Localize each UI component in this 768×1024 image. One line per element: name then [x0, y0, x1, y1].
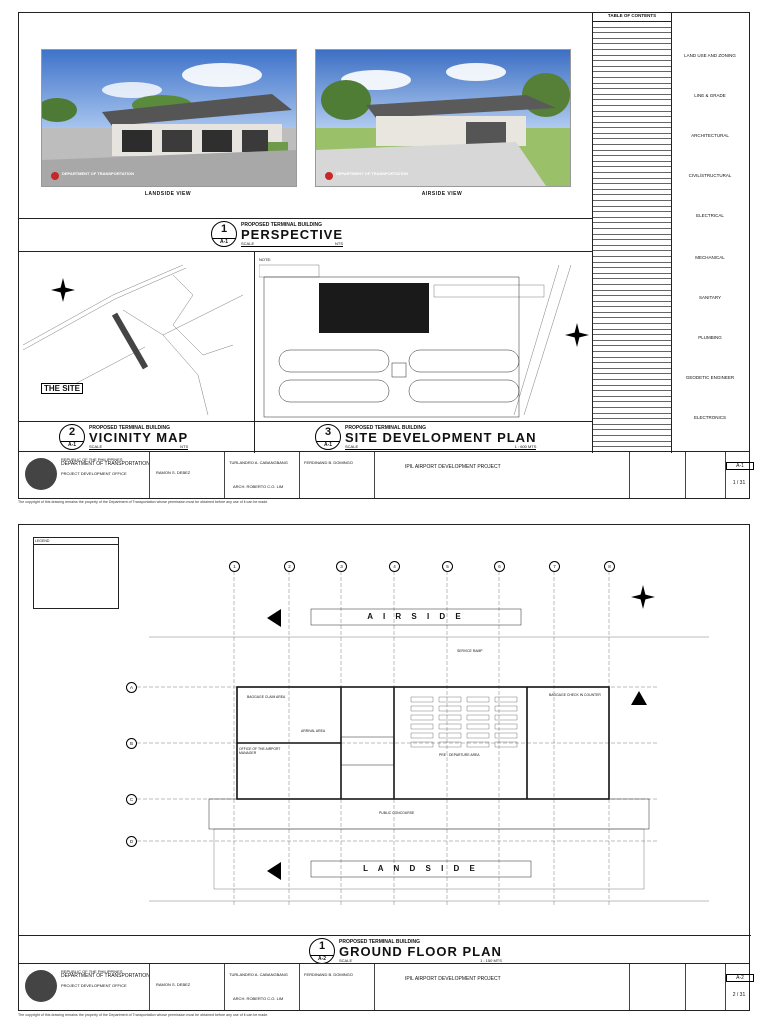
discipline-electrical: ELECTRICAL: [696, 213, 724, 218]
seat-row: [439, 715, 461, 720]
grid-bubble: D: [126, 836, 137, 847]
left-arrow-icon: [267, 609, 281, 627]
drawing-title: PERSPECTIVE: [241, 226, 344, 242]
engineer: ARCH. ROBERTO C.O. LIM: [233, 996, 284, 1001]
room-label-airport-manager: OFFICE OF THE AIRPORT MANAGER: [239, 747, 281, 755]
project-cell: [374, 452, 630, 498]
toc-rows: [593, 22, 671, 447]
scale-value: NTS: [335, 240, 344, 246]
grid-bubble: 7: [549, 561, 560, 572]
office-line: PROJECT DEVELOPMENT OFFICE: [61, 983, 127, 988]
drawing-number-circle: [59, 424, 85, 450]
drawing-number-circle: [315, 424, 341, 450]
scale-value: 1 : 600 MTS: [514, 443, 537, 449]
sheet-ref: A-1: [60, 441, 84, 448]
discipline-line-grade: LINE & GRADE: [694, 93, 726, 98]
agency-seal-icon: [25, 970, 57, 1002]
drawing-title: GROUND FLOOR PLAN: [339, 943, 502, 959]
north-arrow-icon: [565, 323, 589, 347]
seat-row: [467, 733, 489, 738]
drawing-title: VICINITY MAP: [89, 429, 189, 445]
scale-value: 1 : 150 MTS: [480, 957, 502, 963]
airside-caption: AIRSIDE VIEW: [421, 191, 463, 197]
vicinity-title-block: [59, 424, 188, 450]
grid-bubble: 3: [336, 561, 347, 572]
subtitle: PROPOSED TERMINAL BUILDING: [241, 221, 323, 228]
copyright-note: The copyright of this drawing remains the property of the Department of Transportation whose permission must be obtained before any use of it can be made.: [18, 1013, 269, 1017]
room-label-pre-departure: PRE - DEPARTURE AREA: [439, 753, 480, 757]
date-cell: [629, 964, 686, 1010]
sheet-ref: A-2: [310, 955, 334, 962]
airside-watermark: DEPARTMENT OF TRANSPORTATION: [336, 171, 408, 176]
drawing-sheet-1: [18, 12, 750, 499]
office-line: PROJECT DEVELOPMENT OFFICE: [61, 471, 127, 476]
discipline-electronics: ELECTRONICS: [693, 415, 726, 420]
seat-row: [495, 733, 517, 738]
date-cell: [629, 452, 686, 498]
seat-row: [467, 697, 489, 702]
table-of-contents: [592, 13, 749, 453]
title-text: [89, 425, 188, 450]
grid-bubble: 5: [442, 561, 453, 572]
project-cell: [374, 964, 630, 1010]
airside-label: A I R S I D E: [367, 612, 465, 621]
approved-cell: [149, 452, 225, 498]
room-label-service-ramp: SERVICE RAMP: [457, 649, 483, 653]
title-block-1: [19, 451, 749, 498]
airside-render-image: [316, 50, 570, 186]
agency-text: [61, 457, 150, 476]
agency-text: [61, 969, 150, 988]
toc-header: TABLE OF CONTENTS: [593, 13, 671, 22]
drawing-title: SITE DEVELOPMENT PLAN: [345, 429, 537, 445]
site-note-label: NOTE:: [259, 257, 272, 262]
reviewed-by: FERDINAND B. DOMINGO: [304, 972, 353, 977]
room-label-public-concourse: PUBLIC CONCOURSE: [379, 811, 415, 815]
approved-by: RAMON S. DEBEZ: [156, 470, 191, 475]
subtitle: PROPOSED TERMINAL BUILDING: [339, 938, 421, 945]
title-text: [241, 222, 343, 247]
left-arrow-icon: [267, 862, 281, 880]
drawing-number: 1: [318, 940, 326, 952]
discipline-sanitary: SANITARY: [698, 295, 722, 300]
seat-row: [411, 715, 433, 720]
landside-watermark: DEPARTMENT OF TRANSPORTATION: [62, 171, 134, 176]
toc-row: [593, 442, 671, 448]
seat-row: [411, 724, 433, 729]
site-plan-title-block: [315, 424, 536, 450]
divider: [19, 935, 751, 936]
discipline-plumbing: PLUMBING: [698, 335, 722, 340]
title-block-2: [19, 963, 749, 1010]
grid-bubble: 1: [229, 561, 240, 572]
seat-row: [467, 742, 489, 747]
discipline-land-use: LAND USE AND ZONING: [684, 53, 736, 58]
grid-bubble: C: [126, 794, 137, 805]
drawing-number: 3: [324, 426, 332, 438]
divider: [254, 251, 255, 453]
sheet-cell: [725, 964, 752, 1010]
site-label: THE SITE: [41, 383, 83, 394]
engineer: ARCH. ROBERTO C.O. LIM: [233, 484, 284, 489]
grid-bubble: B: [126, 738, 137, 749]
grid-bubble: 8: [604, 561, 615, 572]
subtitle: PROPOSED TERMINAL BUILDING: [345, 424, 427, 431]
checked-cell: [224, 452, 300, 498]
checked-by: TURLANDRO A. CABANGBANG: [229, 460, 288, 465]
discipline-mechanical: MECHANICAL: [695, 255, 725, 260]
seat-row: [467, 724, 489, 729]
seat-row: [467, 706, 489, 711]
sheet-number: 2 / 31: [732, 992, 746, 998]
checked-cell: [224, 964, 300, 1010]
landside-caption: LANDSIDE VIEW: [144, 191, 192, 197]
seat-row: [495, 697, 517, 702]
agency-line: DEPARTMENT OF TRANSPORTATION: [61, 461, 150, 467]
vicinity-map: [23, 255, 251, 419]
sheet-cell: [725, 452, 752, 498]
north-arrow-icon: [51, 278, 75, 302]
airside-render: [315, 49, 571, 187]
seat-row: [495, 715, 517, 720]
sheet-ref: A-2: [726, 974, 754, 982]
seat-row: [467, 715, 489, 720]
seat-row: [495, 724, 517, 729]
title-text: [339, 939, 502, 964]
divider: [19, 218, 592, 219]
seat-row: [495, 742, 517, 747]
approved-by: RAMON S. DEBEZ: [156, 982, 191, 987]
drawing-sheet-2: [18, 524, 750, 1011]
seat-row: [439, 742, 461, 747]
project-name: IPIL AIRPORT DEVELOPMENT PROJECT: [405, 464, 501, 470]
toc-list: [593, 13, 672, 453]
subtitle: PROPOSED TERMINAL BUILDING: [89, 424, 171, 431]
room-label-check-in: BAGGAGE CHECK IN COUNTER: [549, 693, 601, 697]
room-label-baggage-claim: BAGGAGE CLAIM AREA: [247, 695, 286, 699]
agency-line: REPUBLIC OF THE PHILIPPINES: [61, 969, 123, 974]
drawing-number-circle: [309, 938, 335, 964]
grid-bubble: 2: [284, 561, 295, 572]
seat-row: [439, 724, 461, 729]
sheet-ref: A-1: [316, 441, 340, 448]
discipline-column: [671, 13, 749, 453]
floor-plan-title-block: [309, 938, 502, 964]
checked-by: TURLANDRO A. CABANGBANG: [229, 972, 288, 977]
remarks-cell: [685, 452, 726, 498]
scale-label: SCALE: [241, 240, 255, 246]
drawing-number-circle: [211, 221, 237, 247]
title-text: [345, 425, 536, 450]
drawing-number: 2: [68, 426, 76, 438]
seat-row: [495, 706, 517, 711]
landside-render-image: [42, 50, 296, 186]
agency-line: REPUBLIC OF THE PHILIPPINES: [61, 457, 123, 462]
site-development-plan: [259, 255, 592, 419]
discipline-geodetic: GEODETIC ENGINEER: [685, 375, 735, 380]
divider: [19, 251, 592, 252]
grid-bubble: 4: [389, 561, 400, 572]
divider: [19, 421, 592, 422]
grid-bubble: 6: [494, 561, 505, 572]
sheet-ref: A-1: [726, 462, 754, 470]
approved-cell: [149, 964, 225, 1010]
scale-label: SCALE: [89, 443, 103, 449]
agency-seal-icon: [25, 458, 57, 490]
scale-label: SCALE: [339, 957, 353, 963]
project-name: IPIL AIRPORT DEVELOPMENT PROJECT: [405, 976, 501, 982]
scale-value: NTS: [180, 443, 189, 449]
seat-row: [411, 706, 433, 711]
sheet-number: 1 / 31: [732, 480, 746, 486]
seat-row: [411, 733, 433, 738]
scale-label: SCALE: [345, 443, 359, 449]
sheet-ref: A-1: [212, 238, 236, 245]
agency-line: DEPARTMENT OF TRANSPORTATION: [61, 973, 150, 979]
reviewed-cell: [299, 452, 375, 498]
remarks-cell: [685, 964, 726, 1010]
discipline-civil: CIVIL/STRUCTURAL: [688, 173, 732, 178]
seat-row: [411, 697, 433, 702]
seat-row: [439, 697, 461, 702]
landside-label: L A N D S I D E: [363, 864, 479, 873]
legend-label: LEGEND: [34, 538, 118, 545]
copyright-note: The copyright of this drawing remains the property of the Department of Transportation whose permission must be obtained before any use of it can be made.: [18, 500, 269, 504]
north-arrow-icon: [631, 585, 655, 609]
reviewed-cell: [299, 964, 375, 1010]
perspective-title-block: [211, 221, 343, 247]
grid-bubble: A: [126, 682, 137, 693]
seat-row: [439, 706, 461, 711]
up-arrow-icon: [631, 691, 647, 705]
reviewed-by: FERDINAND B. DOMINGO: [304, 460, 353, 465]
landside-render: [41, 49, 297, 187]
seat-row: [439, 733, 461, 738]
drawing-number: 1: [220, 223, 228, 235]
discipline-architectural: ARCHITECTURAL: [691, 133, 729, 138]
room-label-arrival: ARRIVAL AREA: [301, 729, 326, 733]
seat-row: [411, 742, 433, 747]
